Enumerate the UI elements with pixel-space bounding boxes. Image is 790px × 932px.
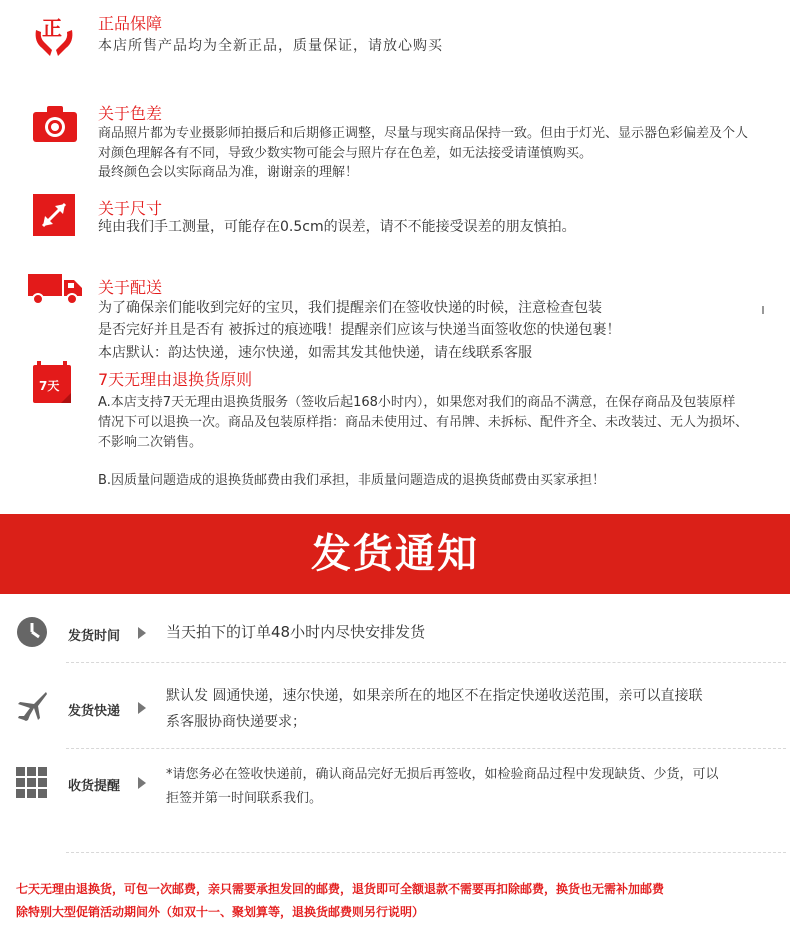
color-line-1: 商品照片都为专业摄影师拍摄后和后期修正调整，尽量与现实商品保持一致。但由于灯光、显示器色彩偏差及个人: [98, 126, 749, 141]
divider: [66, 662, 786, 663]
genuine-icon-text: 正: [42, 16, 62, 40]
ship-label-courier: 发货快递: [68, 704, 121, 719]
genuine-title: 正品保障: [98, 14, 163, 33]
calendar-icon-text: 7天: [39, 379, 60, 393]
genuine-hands-icon: [32, 12, 76, 58]
delivery-title: 关于配送: [98, 278, 163, 297]
banner-title: 发货通知: [311, 531, 479, 577]
ship-text-courier-1: 默认发 圆通快递，速尔快递，如果亲所在的地区不在指定快递收送范围，亲可以直接联: [166, 688, 703, 704]
divider: [66, 748, 786, 749]
size-text: 纯由我们手工测量，可能存在0.5cm的误差，请不不能接受误差的朋友慎拍。: [98, 219, 576, 235]
grid-icon: [16, 767, 48, 799]
delivery-line-2: 是否完好并且是否有 被拆过的痕迹哦！提醒亲们应该与快递当面签收您的快递包裹！: [98, 322, 621, 338]
ship-label-receipt: 收货提醒: [68, 779, 121, 794]
ship-label-time: 发货时间: [68, 629, 121, 644]
stray-mark: [762, 306, 764, 314]
ruler-arrow-icon: [33, 194, 75, 236]
returns-note: B.因质量问题造成的退换货邮费由我们承担，非质量问题造成的退换货邮费由买家承担！: [98, 473, 606, 488]
chevron-right-icon: [138, 627, 146, 639]
returns-line-1: A.本店支持7天无理由退换货服务（签收后起168小时内），如果您对我们的商品不满意，在保存商品及包装原样: [98, 395, 736, 410]
color-title: 关于色差: [98, 104, 163, 123]
size-title: 关于尺寸: [98, 199, 163, 218]
calendar-7-days-icon: [33, 361, 73, 405]
footer-line-2: 除特别大型促销活动期间外（如双十一、聚划算等，退换货邮费则另行说明）: [16, 905, 425, 919]
ship-text-receipt-2: 拒签并第一时间联系我们。: [166, 791, 323, 806]
genuine-text: 本店所售产品均为全新正品，质量保证，请放心购买: [98, 38, 443, 54]
ship-text-courier-2: 系客服协商快递要求；: [166, 714, 306, 730]
ship-text-receipt-1: *请您务必在签收快递前，确认商品完好无损后再签收，如检验商品过程中发现缺货、少货，可以: [166, 767, 719, 782]
color-line-2: 对颜色理解各有不同，导致少数实物可能会与照片存在色差，如无法接受请谨慎购买。: [98, 146, 593, 161]
returns-line-2: 情况下可以退换一次。商品及包装原样指：商品未使用过、有吊牌、未拆标、配件齐全、未改装过、无人为损坏、: [98, 415, 749, 430]
footer-line-1: 七天无理由退换货，可包一次邮费，亲只需要承担发回的邮费，退货即可全额退款不需要再扣除邮费，换货也无需补加邮费: [16, 882, 665, 896]
delivery-line-3: 本店默认：韵达快递，速尔快递，如需其发其他快递，请在线联系客服: [98, 345, 532, 361]
ship-text-time: 当天拍下的订单48小时内尽快安排发货: [166, 623, 426, 641]
camera-icon: [33, 106, 77, 142]
clock-icon: [16, 616, 48, 648]
returns-title: 7天无理由退换货原则: [98, 370, 253, 389]
color-line-3: 最终颜色会以实际商品为准，谢谢亲的理解！: [98, 165, 359, 180]
airplane-icon: [16, 690, 48, 722]
chevron-right-icon: [138, 702, 146, 714]
delivery-line-1: 为了确保亲们能收到完好的宝贝，我们提醒亲们在签收快递的时候，注意检查包装: [98, 300, 602, 316]
returns-line-3: 不影响二次销售。: [98, 435, 203, 450]
divider: [66, 852, 786, 853]
chevron-right-icon: [138, 777, 146, 789]
truck-icon: [28, 272, 82, 306]
